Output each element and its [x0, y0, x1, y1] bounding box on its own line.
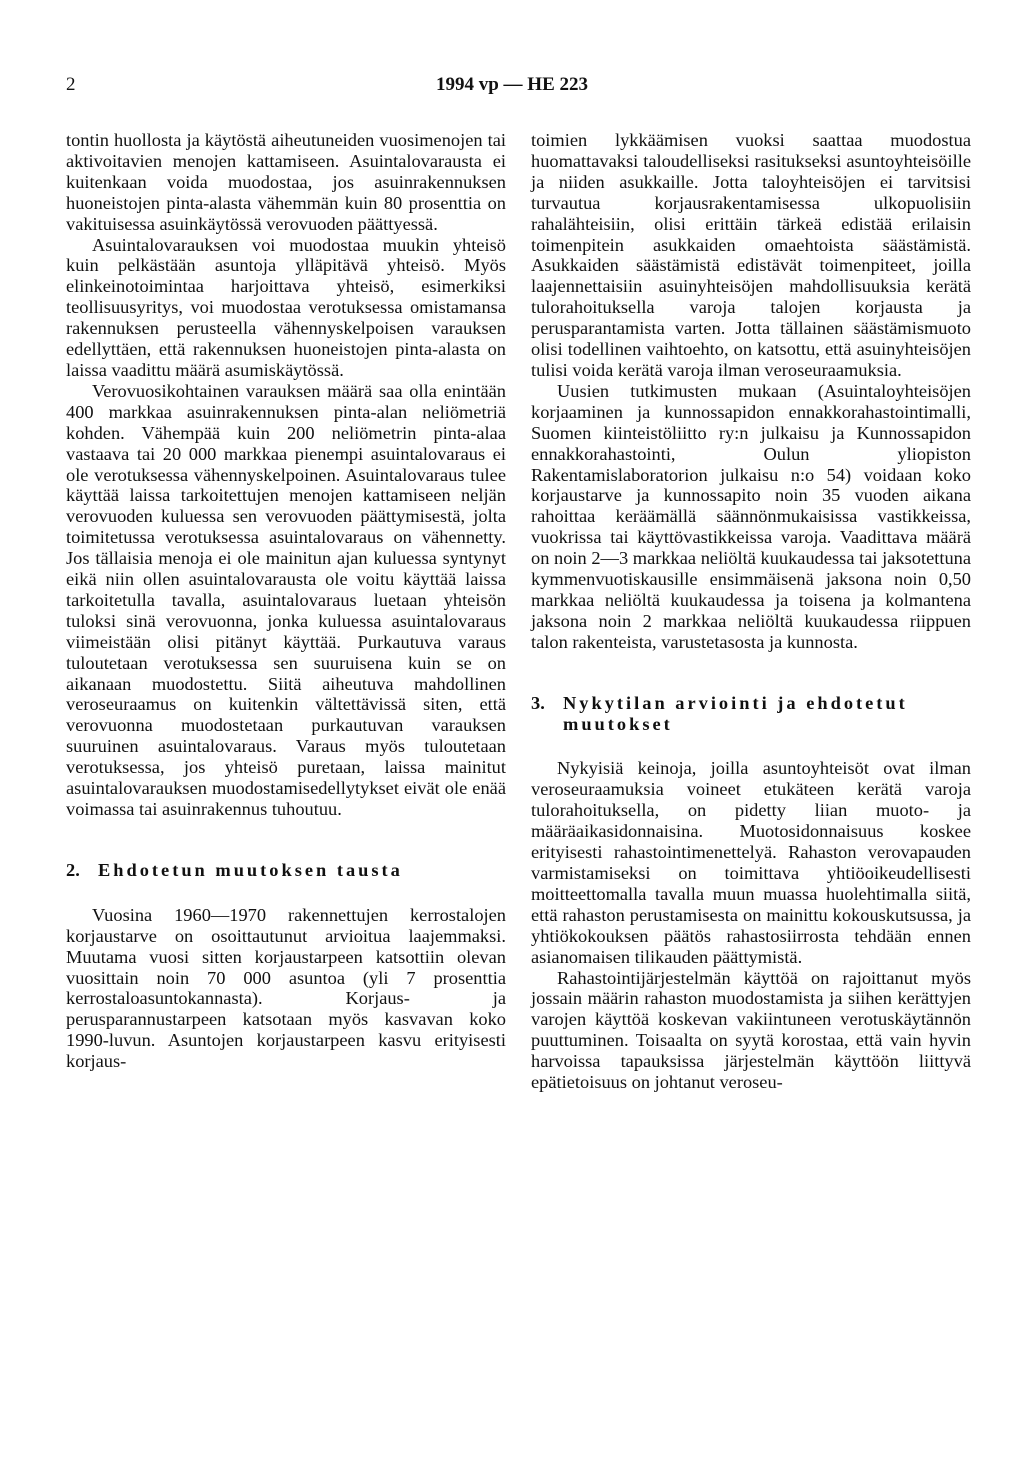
paragraph: Uusien tutkimusten mukaan (Asuintaloyhteisöjen korjaaminen ja kunnossapidon ennakkorahastointimalli, Suomen kiinteistöliitto ry:n julkaisu ja Kunnossapidon ennakkorahastointi, Oulun yliopiston Rakentamislaboratorion julkaisu n:o 54) voidaan koko korjaustarve ja kunnossapito noin 35 vuoden aikana rahoittaa keräämällä säännönmukaisissa vastikkeissa, vuokrissa tai käyttövastikkeissa varoja. Vaadittava määrä on noin 2—3 markkaa neliöltä kuukaudessa tai jaksotettuna kymmenvuotiskausille ensimmäisenä jaksona noin 0,50 markkaa neliöltä kuukaudessa ja toisena ja kolmantena jaksona noin 2 markkaa neliöltä kuukaudessa riippuen talon rakenteista, varustetasosta ja kunnosta. — [531, 380, 971, 652]
section-number: 3. — [531, 692, 545, 713]
paragraph: Nykyisiä keinoja, joilla asuntoyhteisöt ovat ilman veroseuraamuksia voineet etukäteen kerätä varoja tulorahoituksella, on pidetty liian muoto- ja määräaikasidonnaisina. Muotosidonnaisuus koskee erityisesti rahastointimenettelyä. Rahaston verovapauden varmistamiseksi on toimittava yhtiöoikeudellisesti moitteettomalla tavalla muun muassa huolehtimalla siitä, että rahaston perustamisesta on mainittu kokouskutsussa, ja yhtiökokouksen päätös rahastosiirrosta tehdään ennen asianomaisen tilikauden päättymistä. — [531, 758, 971, 967]
right-column — [531, 130, 971, 1093]
section-heading-3 — [531, 693, 971, 735]
left-column — [66, 130, 506, 1072]
section-number: 2. — [66, 859, 80, 880]
paragraph: Vuosina 1960—1970 rakennettujen kerrostalojen korjaustarve on osoittautunut arvioitua laajemmaksi. Muutama vuosi sitten korjaustarpeen katsottiin olevan vuosittain noin 70 000 asuntoa (yli 7 prosenttia kerrostaloasuntokannasta). Korjaus- ja perusparannustarpeen katsotaan myös kasvavan koko 1990-luvun. Asuntojen korjaustarpeen kasvu erityisesti korjaus- — [66, 904, 506, 1072]
paragraph: Asuintalovarauksen voi muodostaa muukin yhteisö kuin pelkästään asuntoja ylläpitävä yhteisö. Myös elinkeinotoimintaa harjoittava yhteisö, esimerkiksi teollisuusyritys, voi muodostaa verotuksessa omistamansa rakennuksen perusteella vähennyskelpoisen varauksen edellyttäen, että rakennuksen huoneistojen pinta-alasta on laissa vaadittu määrä asumiskäytössä. — [66, 234, 506, 380]
paragraph: toimien lykkäämisen vuoksi saattaa muodostua huomattavaksi taloudelliseksi rasitukseksi asuntoyhteisöille ja niiden asukkaille. Jotta taloyhteisöjen ei tarvitsisi turvautua korjausrakentamisessa ulkopuolisiin rahalähteisiin, olisi erittäin tärkeä edistää erilaisin toimenpitein asukkaiden omaehtoista säästämistä. Asukkaiden säästämistä edistävät toimenpiteet, joilla laajennettaisiin asuinyhteisöjen mahdollisuuksia kerätä tulorahoituksella varoja talojen korjausta ja perusparantamista varten. Jotta tällainen säästämismuoto olisi todellinen vaihtoehto, on katsottu, että asuinyhteisöjen tulisi voida kerätä varoja ilman veroseuraamuksia. — [531, 130, 971, 380]
page-number: 2 — [66, 74, 76, 95]
running-title: 1994 vp — HE 223 — [435, 74, 589, 95]
paragraph: tontin huollosta ja käytöstä aiheutuneiden vuosimenojen tai aktivoitavien menojen kattamiseen. Asuintalovarausta ei kuitenkaan voida muodostaa, jos asuinrakennuksen huoneistojen pinta-alasta vähemmän kuin 80 prosenttia on vakituisessa asuinkäytössä verovuoden päättyessä. — [66, 130, 506, 234]
section-heading-2 — [66, 860, 506, 881]
paragraph: Rahastointijärjestelmän käyttöä on rajoittanut myös jossain määrin rahaston muodostamista ja siihen kerättyjen varojen käyttöä koskevan vakiintuneen verotuskäytännön puuttuminen. Toisaalta on syytä korostaa, että vain hyvin harvoissa tapauksissa järjestelmän käyttöön liittyvä epätietoisuus on johtanut veroseu- — [531, 967, 971, 1093]
section-title: Ehdotetun muutoksen tausta — [98, 859, 403, 880]
paragraph: Verovuosikohtainen varauksen määrä saa olla enintään 400 markkaa asuinrakennuksen pinta-alan neliömetriä kohden. Vähempää kuin 200 neliömetrin pinta-alaa vastaava tai 20 000 markkaa pienempi asuintalovaraus ei ole verotuksessa vähennyskelpoinen. Asuintalovaraus tulee käyttää laissa tarkoitettujen menojen kattamiseen neljän verovuoden kuluessa sen verovuoden päättymisestä, jolta toimitetussa verotuksessa asuintalovaraus on vähennetty. Jos tällaisia menoja ei ole mainitun ajan kuluessa syntynyt eikä niin ollen asuintalovarausta ole voitu käyttää laissa tarkoitetulla tavalla, asuintalovaraus luetaan yhteisön tuloksi sinä verovuonna, jonka kuluessa asuintalovaraus viimeistään olisi pitänyt käyttää. Purkautuva varaus tuloutetaan verotuksessa sen suuruisena kuin se on aikanaan muodostettu. Siitä aiheutuva mahdollinen veroseuraamus on kuitenkin vältettävissä siten, että verovuonna muodostetaan purkautuvan varauksen suuruinen asuintalovaraus. Varaus myös tuloutetaan verotuksessa, jos yhteisö puretaan, laissa mainitut asuintalovarauksen muodostamisedellytykset eivät ole enää voimassa tai asuinrakennus tuhoutuu. — [66, 380, 506, 819]
page-header — [0, 74, 1024, 98]
section-title: Nykytilan arviointi ja ehdotetut muutokset — [563, 692, 908, 734]
